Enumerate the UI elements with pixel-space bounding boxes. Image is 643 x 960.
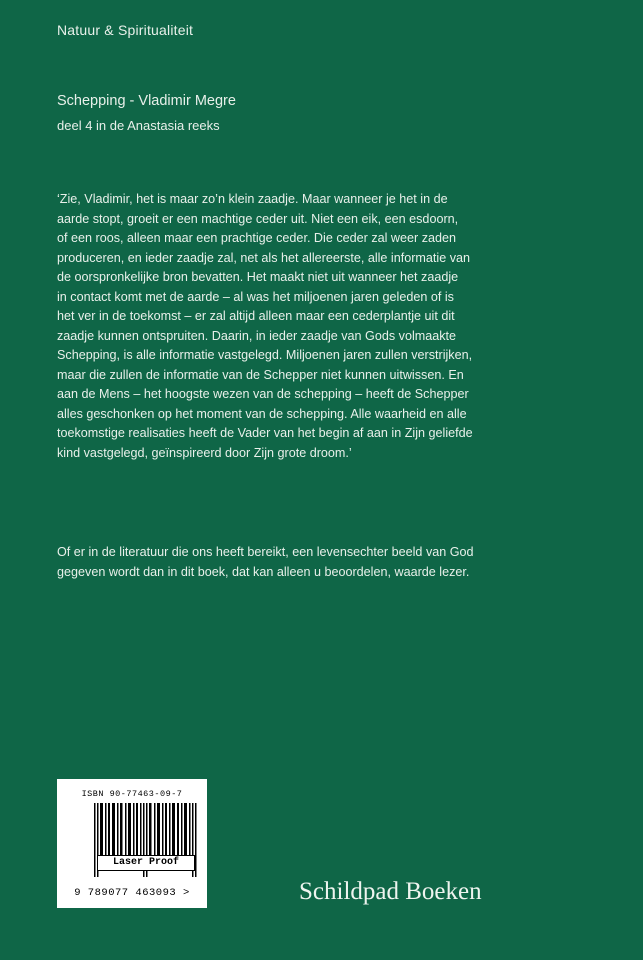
isbn-text: ISBN 90-77463-09-7	[81, 789, 183, 799]
closing-paragraph: Of er in de literatuur die ons heeft bereikt, een levensechter beeld van God gegeven wordt dan in dit boek, dat kan alleen u beoordelen, waarde lezer.	[57, 545, 474, 579]
publisher-logo-text: Schildpad Boeken	[299, 878, 482, 905]
book-title: Schepping - Vladimir Megre	[57, 93, 236, 109]
category-label: Natuur & Spiritualiteit	[57, 22, 194, 38]
laser-proof-label: Laser Proof	[97, 855, 195, 871]
barcode-box	[57, 779, 207, 908]
ean-number: 9 789077 463093 >	[74, 887, 190, 899]
quote-paragraph: ‘Zie, Vladimir, het is maar zo’n klein zaadje. Maar wanneer je het in de aarde stopt, groeit er een machtige ceder uit. Niet een eik, een esdoorn, of een roos, alleen maar een prachtige ceder. Die ceder zal weer zaden produceren, en ieder zaadje zal, net als het allereerste, alle informatie van de oorspronkelijke bron bevatten. Het maakt niet uit wanneer het zaadje in contact komt met de aarde – al was het miljoenen jaren geleden of is het ver in de toekomst – er zal altijd alleen maar een cederplantje uit dit zaadje kunnen ontspruiten. Daarin, in ieder zaadje van Gods volmaakte Schepping, is alle informatie vastgelegd. Miljoenen jaren zullen verstrijken, maar die zullen de informatie van de Schepper niet kunnen uitwissen. En aan de Mens – het hoogste wezen van de schepping – heeft de Schepper alles geschonken op het moment van de schepping. Alle waarheid en alle toekomstige realisaties heeft de Vader van het begin af aan in Zijn geliefde kind vastgelegd, geïnspireerd door Zijn grote droom.’	[57, 192, 473, 460]
series-subtitle: deel 4 in de Anastasia reeks	[57, 118, 220, 133]
